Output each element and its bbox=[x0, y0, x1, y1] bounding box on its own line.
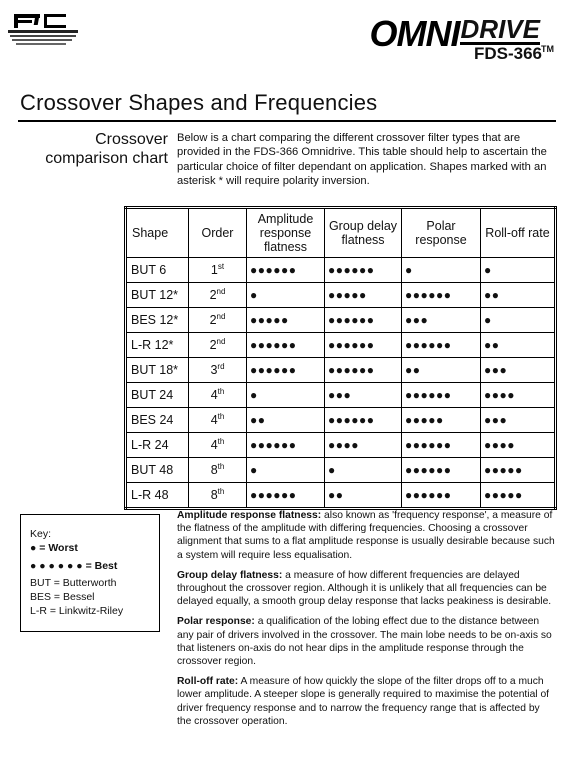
cell-order bbox=[189, 383, 247, 408]
cell-group-delay: ●●●●● bbox=[325, 283, 402, 308]
order-suffix: nd bbox=[216, 337, 226, 347]
comparison-table bbox=[124, 206, 557, 510]
key-worst-dots: ● bbox=[30, 542, 37, 554]
cell-shape: BUT 18* bbox=[126, 358, 189, 383]
order-number: 2 bbox=[209, 313, 217, 328]
cell-shape: L-R 12* bbox=[126, 333, 189, 358]
intro-paragraph: Below is a chart comparing the different crossover filter types that are provided in the FDS-366 Omnidrive. This table should help to ascertain the particular choice of filter dependant on application. Shapes marked with an asterisk * will require polarity inversion. bbox=[177, 132, 547, 188]
cell-shape: BES 12* bbox=[126, 308, 189, 333]
table-row bbox=[126, 483, 556, 509]
order-number: 4 bbox=[210, 438, 218, 453]
cell-group-delay: ●● bbox=[325, 483, 402, 509]
header-shape: Shape bbox=[126, 208, 189, 258]
cell-order bbox=[189, 258, 247, 283]
cell-polar: ●●● bbox=[402, 308, 481, 333]
cell-shape: BUT 6 bbox=[126, 258, 189, 283]
order-suffix: th bbox=[217, 462, 225, 472]
key-worst bbox=[30, 541, 159, 555]
header-order: Order bbox=[189, 208, 247, 258]
cell-polar: ●●●●●● bbox=[402, 383, 481, 408]
table-row bbox=[126, 258, 556, 283]
cell-rolloff: ● bbox=[481, 308, 556, 333]
definition-term: Polar response: bbox=[177, 616, 255, 628]
cell-polar: ●●●●● bbox=[402, 408, 481, 433]
cell-polar: ●● bbox=[402, 358, 481, 383]
title-rule bbox=[18, 120, 556, 122]
cell-amplitude: ● bbox=[247, 458, 325, 483]
key-best-dots: ● ● ● ● ● ● bbox=[30, 560, 83, 572]
brand-omni-text: OMNI bbox=[369, 13, 460, 54]
order-number: 4 bbox=[210, 413, 218, 428]
key-best-label: = Best bbox=[85, 560, 118, 572]
cell-shape: BES 24 bbox=[126, 408, 189, 433]
table-row bbox=[126, 458, 556, 483]
header-group-delay: Group delay flatness bbox=[325, 208, 402, 258]
cell-rolloff: ●●●●● bbox=[481, 483, 556, 509]
cell-order bbox=[189, 308, 247, 333]
key-box bbox=[20, 514, 160, 632]
order-suffix: nd bbox=[216, 312, 226, 322]
cell-shape: BUT 24 bbox=[126, 383, 189, 408]
trademark-mark: TM bbox=[541, 44, 554, 54]
cell-group-delay: ●●●● bbox=[325, 433, 402, 458]
key-but: BUT = Butterworth bbox=[30, 577, 117, 589]
cell-polar: ● bbox=[402, 258, 481, 283]
side-heading-line2: comparison chart bbox=[45, 150, 168, 167]
order-number: 1 bbox=[210, 263, 218, 278]
cell-shape: BUT 48 bbox=[126, 458, 189, 483]
side-heading bbox=[30, 130, 168, 168]
table-row bbox=[126, 408, 556, 433]
brand-drive-text: DRIVE bbox=[460, 14, 540, 44]
product-logo bbox=[369, 13, 554, 63]
cell-rolloff: ●●● bbox=[481, 358, 556, 383]
cell-shape: L-R 24 bbox=[126, 433, 189, 458]
order-suffix: th bbox=[217, 387, 225, 397]
header-polar: Polar response bbox=[402, 208, 481, 258]
definition-polar bbox=[177, 615, 555, 668]
cell-rolloff: ●●●● bbox=[481, 383, 556, 408]
cell-rolloff: ●● bbox=[481, 283, 556, 308]
order-number: 2 bbox=[209, 338, 217, 353]
table-row bbox=[126, 383, 556, 408]
cell-group-delay: ● bbox=[325, 458, 402, 483]
cell-order bbox=[189, 483, 247, 509]
order-number: 2 bbox=[209, 288, 217, 303]
definition-text: a measure of how different frequencies are delayed throughout the crossover region. Although it is unlikely that all frequencies can be delayed equally, a smooth group delay response that lacks peakiness is desirable. bbox=[177, 569, 552, 608]
table-header-row bbox=[126, 208, 556, 258]
order-suffix: th bbox=[217, 487, 225, 497]
key-lr: L-R = Linkwitz-Riley bbox=[30, 605, 124, 617]
cell-group-delay: ●●●●●● bbox=[325, 308, 402, 333]
order-suffix: rd bbox=[217, 362, 225, 372]
definition-amplitude bbox=[177, 509, 555, 562]
cell-polar: ●●●●●● bbox=[402, 333, 481, 358]
cell-rolloff: ● bbox=[481, 258, 556, 283]
definition-rolloff bbox=[177, 675, 555, 728]
cell-amplitude: ●●●●●● bbox=[247, 333, 325, 358]
definition-text: also known as 'frequency response', a measure of the flatness of the amplitude with differing frequencies. Choosing a crossover alignment that sums to a flat amplitude response is usually desirable because such a system will require less equalisation. bbox=[177, 510, 555, 561]
definitions bbox=[177, 509, 555, 735]
cell-order bbox=[189, 358, 247, 383]
cell-rolloff: ●● bbox=[481, 333, 556, 358]
cell-amplitude: ●●●●●● bbox=[247, 483, 325, 509]
cell-group-delay: ●●● bbox=[325, 383, 402, 408]
cell-order bbox=[189, 283, 247, 308]
cell-amplitude: ●● bbox=[247, 408, 325, 433]
cell-rolloff: ●●●●● bbox=[481, 458, 556, 483]
definition-term: Roll-off rate: bbox=[177, 676, 239, 688]
key-worst-label: = Worst bbox=[39, 542, 78, 554]
key-title: Key: bbox=[30, 528, 52, 540]
table-row bbox=[126, 333, 556, 358]
cell-shape: BUT 12* bbox=[126, 283, 189, 308]
order-suffix: st bbox=[217, 262, 225, 272]
order-number: 8 bbox=[210, 463, 218, 478]
cell-order bbox=[189, 408, 247, 433]
cell-group-delay: ●●●●●● bbox=[325, 333, 402, 358]
cell-shape: L-R 48 bbox=[126, 483, 189, 509]
header-rolloff: Roll-off rate bbox=[481, 208, 556, 258]
cell-group-delay: ●●●●●● bbox=[325, 408, 402, 433]
cell-group-delay: ●●●●●● bbox=[325, 358, 402, 383]
order-number: 8 bbox=[210, 488, 218, 503]
cell-polar: ●●●●●● bbox=[402, 283, 481, 308]
order-number: 4 bbox=[210, 388, 218, 403]
key-best bbox=[30, 559, 159, 573]
cell-order bbox=[189, 333, 247, 358]
cell-amplitude: ● bbox=[247, 383, 325, 408]
cell-polar: ●●●●●● bbox=[402, 433, 481, 458]
cell-group-delay: ●●●●●● bbox=[325, 258, 402, 283]
key-bes: BES = Bessel bbox=[30, 591, 95, 603]
cell-amplitude: ●●●●●● bbox=[247, 358, 325, 383]
definition-text: a qualification of the lobing effect due to the distance between any pair of drivers involved in the crossover. The main lobe needs to be on-axis so that listeners on-axis do not hear dips in the amplitude response through the crossover region. bbox=[177, 616, 552, 668]
table-row bbox=[126, 308, 556, 333]
cell-amplitude: ● bbox=[247, 283, 325, 308]
definition-term: Amplitude response flatness: bbox=[177, 510, 322, 521]
order-number: 3 bbox=[210, 363, 218, 378]
cell-order bbox=[189, 433, 247, 458]
order-suffix: th bbox=[217, 412, 225, 422]
side-heading-line1: Crossover bbox=[95, 131, 168, 148]
table-row bbox=[126, 433, 556, 458]
cell-polar: ●●●●●● bbox=[402, 483, 481, 509]
cell-amplitude: ●●●●●● bbox=[247, 258, 325, 283]
definition-group-delay bbox=[177, 569, 555, 609]
table-row bbox=[126, 283, 556, 308]
definition-text: A measure of how quickly the slope of the filter drops off to a much lower amplitude. A steeper slope is generally required to maximise the potential of driver frequency response and to narrow the frequency range that is affected by the crossover operation. bbox=[177, 676, 550, 727]
brand-model-text: FDS-366 bbox=[473, 44, 542, 63]
manufacturer-logo-icon bbox=[6, 12, 84, 46]
cell-rolloff: ●●●● bbox=[481, 433, 556, 458]
order-suffix: th bbox=[217, 437, 225, 447]
page-title: Crossover Shapes and Frequencies bbox=[20, 90, 378, 115]
table-row bbox=[126, 358, 556, 383]
cell-rolloff: ●●● bbox=[481, 408, 556, 433]
cell-amplitude: ●●●●● bbox=[247, 308, 325, 333]
cell-order bbox=[189, 458, 247, 483]
header-amplitude: Amplitude response flatness bbox=[247, 208, 325, 258]
cell-amplitude: ●●●●●● bbox=[247, 433, 325, 458]
cell-polar: ●●●●●● bbox=[402, 458, 481, 483]
order-suffix: nd bbox=[216, 287, 226, 297]
definition-term: Group delay flatness: bbox=[177, 569, 283, 581]
